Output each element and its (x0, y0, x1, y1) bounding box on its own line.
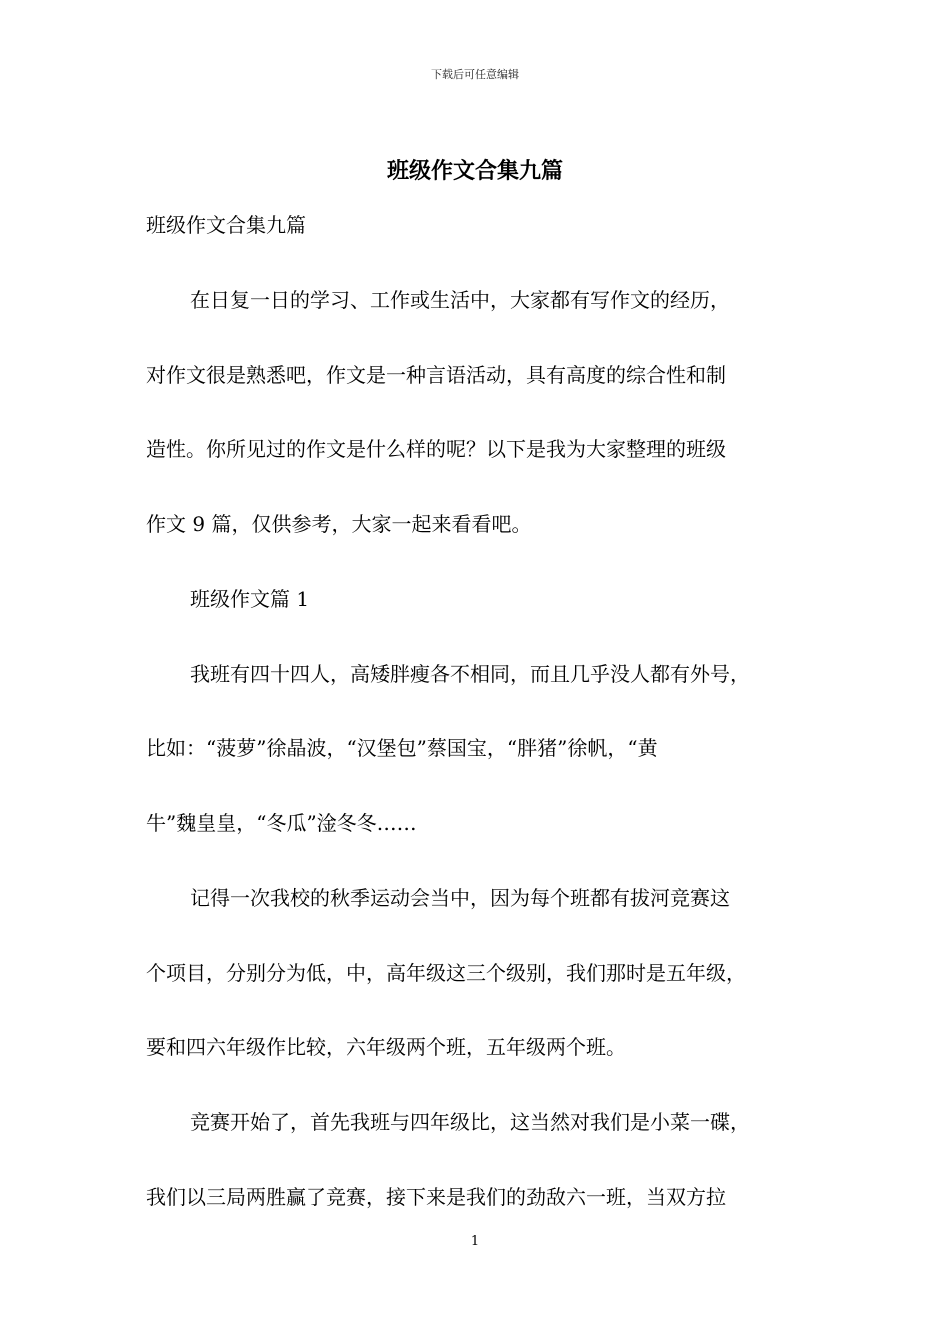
paragraph-line: 我们以三局两胜赢了竞赛，接下来是我们的劲敌六一班，当双方拉 (146, 1185, 726, 1209)
paragraph-line: 要和四六年级作比较，六年级两个班，五年级两个班。 (146, 1035, 626, 1059)
subtitle-line: 班级作文合集九篇 (146, 213, 306, 237)
page-header-note: 下载后可任意编辑 (431, 68, 519, 81)
paragraph-line: 竞赛开始了，首先我班与四年级比，这当然对我们是小菜一碟， (190, 1110, 750, 1134)
document-title: 班级作文合集九篇 (386, 158, 563, 184)
page-number: 1 (470, 1234, 480, 1249)
section-heading: 班级作文篇 1 (190, 587, 310, 611)
paragraph-line: 对作文很是熟悉吧，作文是一种言语活动，具有高度的综合性和制 (146, 363, 726, 387)
paragraph-line: 记得一次我校的秋季运动会当中，因为每个班都有拔河竞赛这 (190, 886, 730, 910)
paragraph-line: 我班有四十四人，高矮胖瘦各不相同，而且几乎没人都有外号， (190, 662, 750, 686)
paragraph-line: 比如：“菠萝”徐晶波，“汉堡包”蔡国宝，“胖猪”徐帆，“黄 (146, 736, 658, 760)
paragraph-line: 造性。你所见过的作文是什么样的呢？以下是我为大家整理的班级 (146, 437, 726, 461)
paragraph-line: 个项目，分别分为低，中，高年级这三个级别，我们那时是五年级， (146, 961, 746, 985)
paragraph-line: 作文 9 篇，仅供参考，大家一起来看看吧。 (146, 512, 532, 536)
paragraph-line: 牛”魏皇皇，“冬瓜”淦冬冬…… (146, 811, 417, 835)
paragraph-line: 在日复一日的学习、工作或生活中，大家都有写作文的经历， (190, 288, 730, 312)
